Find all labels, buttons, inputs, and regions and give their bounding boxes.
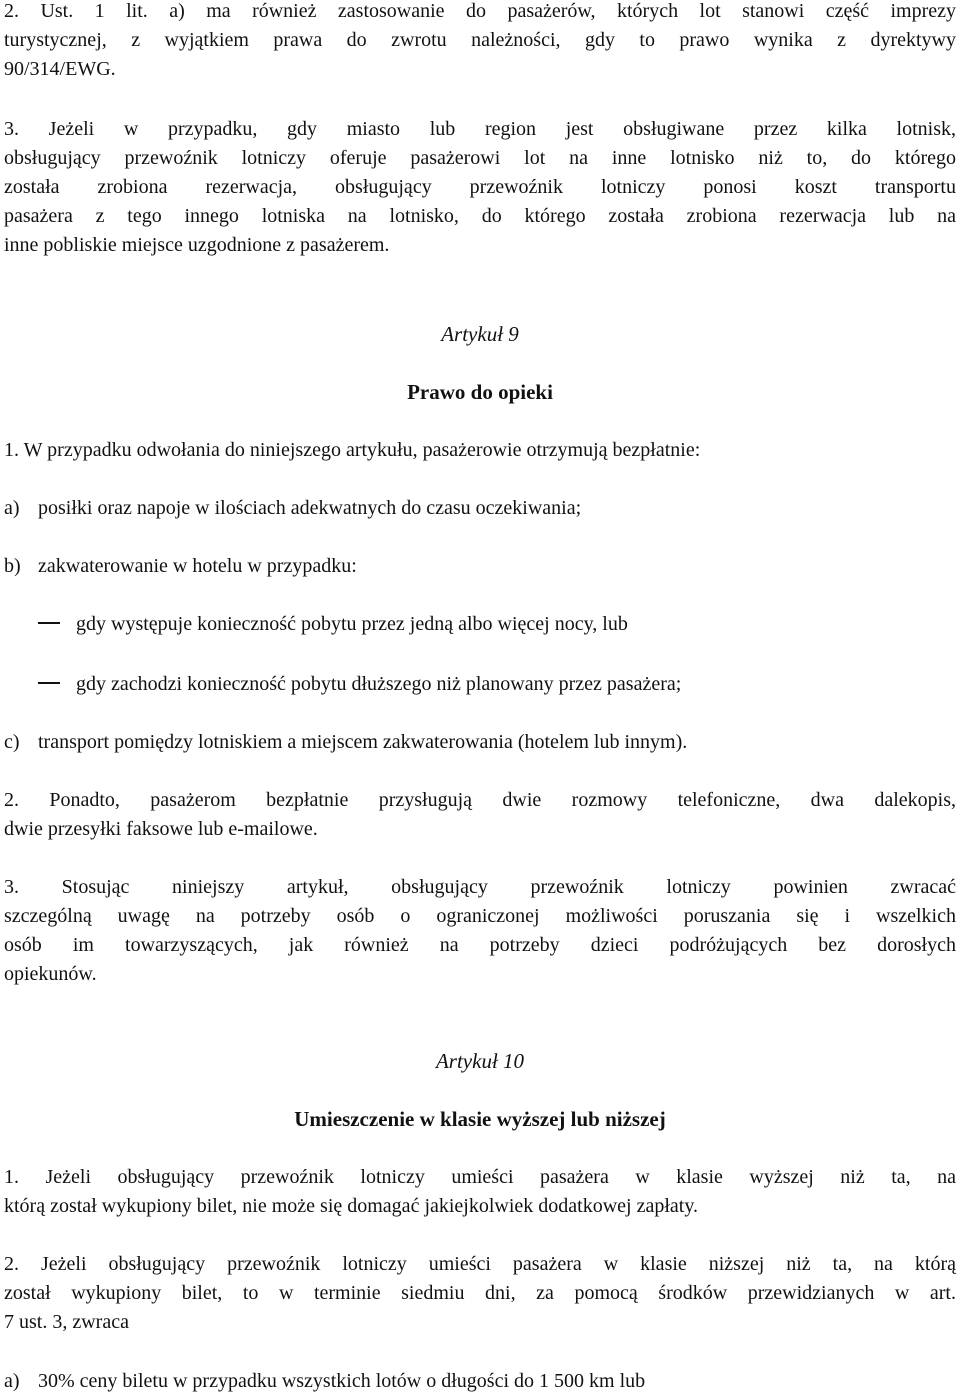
text-line: 2. Ust. 1 lit. a) ma również zastosowanie do pasażerów, których lot stanowi część imprezy bbox=[4, 0, 956, 22]
article-9-point-2 bbox=[4, 786, 956, 844]
text-line: pasażera z tego innego lotniska na lotnisko, do którego została zrobiona rezerwacja lub na bbox=[4, 205, 956, 227]
article-9-heading: Prawo do opieki bbox=[407, 380, 553, 404]
list-item-c bbox=[4, 728, 687, 757]
article-9-point-3 bbox=[4, 873, 956, 989]
dash-item-1 bbox=[38, 610, 628, 639]
text-line: został wykupiony bilet, to w terminie siedmiu dni, za pomocą środków przewidzianych w art. bbox=[4, 1282, 956, 1304]
text-line: 3. Jeżeli w przypadku, gdy miasto lub region jest obsługiwane przez kilka lotnisk, bbox=[4, 118, 956, 140]
text-line: szczególną uwagę na potrzeby osób o ograniczonej możliwości poruszania się i wszelkich bbox=[4, 905, 956, 927]
list-text: transport pomiędzy lotniskiem a miejscem zakwaterowania (hotelem lub innym). bbox=[38, 731, 688, 753]
article-9-point-1: 1. W przypadku odwołania do niniejszego artykułu, pasażerowie otrzymują bezpłatnie: bbox=[4, 439, 701, 461]
list-label: b) bbox=[4, 555, 21, 577]
article-10-list-item-a bbox=[4, 1367, 645, 1396]
dash-text: gdy występuje konieczność pobytu przez jedną albo więcej nocy, lub bbox=[76, 613, 628, 635]
text-line: turystycznej, z wyjątkiem prawa do zwrotu należności, gdy to prawo wynika z dyrektywy bbox=[4, 29, 956, 51]
text-line: 2. Jeżeli obsługujący przewoźnik lotniczy umieści pasażera w klasie niższej niż ta, na którą bbox=[4, 1253, 956, 1275]
text-line: 3. Stosując niniejszy artykuł, obsługujący przewoźnik lotniczy powinien zwracać bbox=[4, 876, 956, 898]
list-text: 30% ceny biletu w przypadku wszystkich lotów o długości do 1 500 km lub bbox=[38, 1370, 646, 1392]
paragraph-2 bbox=[4, 0, 956, 84]
list-label: c) bbox=[4, 731, 20, 753]
list-label: a) bbox=[4, 1370, 20, 1392]
text-line: inne pobliskie miejsce uzgodnione z pasażerem. bbox=[4, 234, 390, 256]
text-line: została zrobiona rezerwacja, obsługujący przewoźnik lotniczy ponosi koszt transportu bbox=[4, 176, 956, 198]
list-item-b bbox=[4, 552, 357, 581]
dash-mark bbox=[38, 622, 60, 624]
dash-text: gdy zachodzi konieczność pobytu dłuższego niż planowany przez pasażera; bbox=[76, 673, 682, 695]
text-line: 7 ust. 3, zwraca bbox=[4, 1311, 129, 1333]
dash-mark bbox=[38, 682, 60, 684]
paragraph-3 bbox=[4, 115, 956, 260]
article-10-title: Artykuł 10 bbox=[435, 1049, 525, 1073]
list-text: posiłki oraz napoje w ilościach adekwatnych do czasu oczekiwania; bbox=[38, 497, 582, 519]
article-10-heading: Umieszczenie w klasie wyższej lub niższej bbox=[294, 1107, 666, 1131]
text-line: dwie przesyłki faksowe lub e-mailowe. bbox=[4, 818, 318, 840]
article-10-point-1 bbox=[4, 1163, 956, 1221]
dash-item-2 bbox=[38, 670, 681, 699]
text-line: osób im towarzyszących, jak również na potrzeby dzieci podróżujących bez dorosłych bbox=[4, 934, 956, 956]
text-line: 2. Ponadto, pasażerom bezpłatnie przysługują dwie rozmowy telefoniczne, dwa dalekopis, bbox=[4, 789, 956, 811]
list-item-a bbox=[4, 494, 581, 523]
text-line: 1. Jeżeli obsługujący przewoźnik lotniczy umieści pasażera w klasie wyższej niż ta, na bbox=[4, 1166, 956, 1188]
text-line: którą został wykupiony bilet, nie może się domagać jakiejkolwiek dodatkowej zapłaty. bbox=[4, 1195, 699, 1217]
list-text: zakwaterowanie w hotelu w przypadku: bbox=[38, 555, 357, 577]
text-line: obsługujący przewoźnik lotniczy oferuje pasażerowi lot na inne lotnisko niż to, do którego bbox=[4, 147, 956, 169]
article-10-point-2 bbox=[4, 1250, 956, 1337]
text-line: opiekunów. bbox=[4, 963, 97, 985]
article-9-title: Artykuł 9 bbox=[441, 322, 519, 346]
text-line: 90/314/EWG. bbox=[4, 58, 116, 80]
list-label: a) bbox=[4, 497, 20, 519]
